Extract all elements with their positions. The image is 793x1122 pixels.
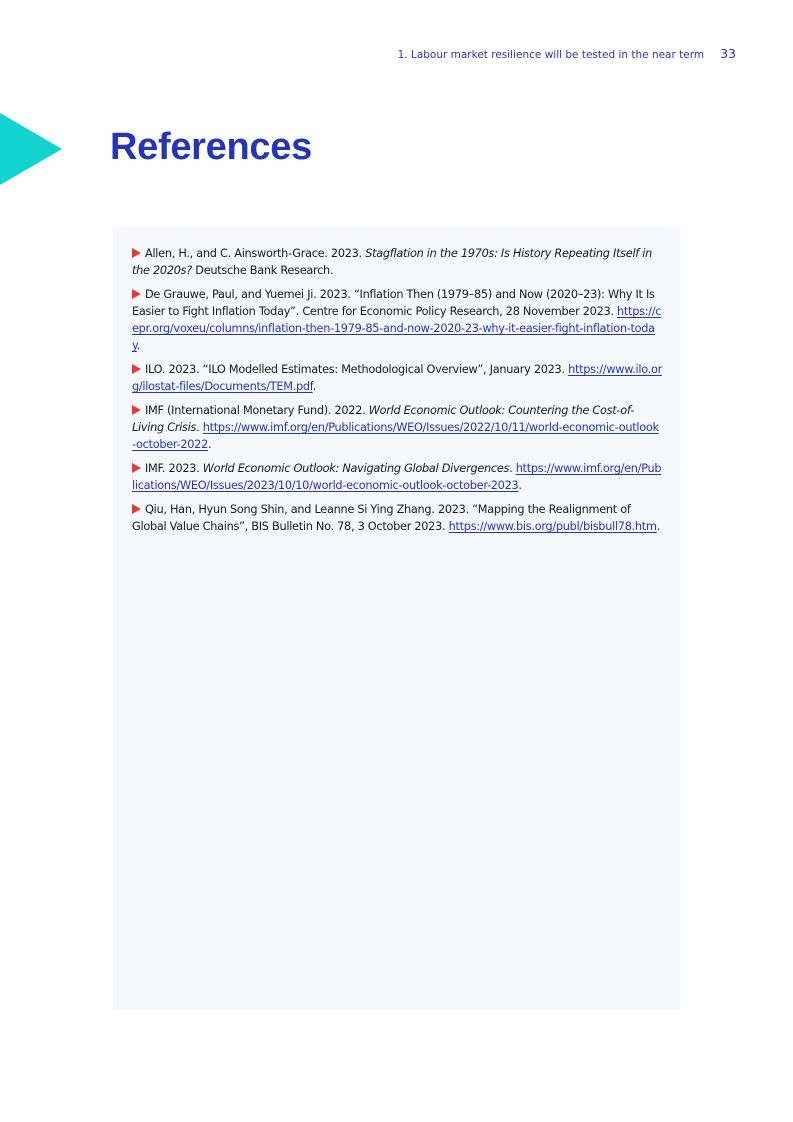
reference-link[interactable]: https://cepr.org/voxeu/columns/inflation-then-1979-85-and-now-2020-23-why-it-easier-fight-inflation-today [132,305,662,352]
reference-title: World Economic Outlook: Countering the Cost-of-Living Crisis [132,404,635,434]
triangle-bullet-icon [132,463,141,473]
triangle-bullet-icon [132,289,141,299]
reference-text: IMF (International Monetary Fund). 2022. [145,404,369,417]
triangle-bullet-icon [132,504,141,514]
page-title: References [110,126,312,168]
reference-title: World Economic Outlook: Navigating Global Divergences [202,462,510,475]
triangle-bullet-icon [132,248,141,258]
running-header [398,46,736,61]
reference-item-imf-2023 [132,460,662,494]
reference-text: Allen, H., and C. Ainsworth-Grace. 2023. [145,247,366,260]
reference-text: Qiu, Han, Hyun Song Shin, and Leanne Si Ying Zhang. 2023. “Mapping the Realignment of Global Value Chains”, BIS Bulletin No. 78, 3 October 2023. [132,503,631,533]
reference-end: . [207,438,212,451]
reference-link[interactable]: https://www.imf.org/en/Publications/WEO/Issues/2022/10/11/world-economic-outlook-october-2022 [132,421,659,451]
reference-item-qiu-2023 [132,501,662,535]
reference-item-ilo-2023 [132,361,662,395]
triangle-bullet-icon [132,364,141,374]
reference-text: De Grauwe, Paul, and Yuemei Ji. 2023. “Inflation Then (1979–85) and Now (2020–23): Why It Is Easier to Fight Inflation Today”. Centre for Economic Policy Research, 28 November 2023. [132,288,655,318]
reference-link[interactable]: https://www.ilo.org/ilostat-files/Documents/TEM.pdf [132,363,662,393]
reference-item-imf-2022 [132,402,662,453]
reference-text: Deutsche Bank Research. [191,264,334,277]
reference-end: . [656,520,660,533]
reference-item-allen-2023 [132,245,662,279]
reference-list [132,245,662,535]
reference-text: . [196,421,203,434]
reference-text: . [509,462,516,475]
triangle-bullet-icon [132,405,141,415]
references-panel [113,227,680,1009]
chapter-title: 1. Labour market resilience will be tested in the near term [397,49,705,61]
accent-triangle-icon [0,113,62,185]
reference-text: IMF. 2023. [145,462,203,475]
reference-item-degrauwe-2023 [132,286,662,354]
reference-end: . [518,479,522,492]
reference-link[interactable]: https://www.bis.org/publ/bisbull78.htm [448,520,657,533]
reference-end: . [312,380,316,393]
reference-text: ILO. 2023. “ILO Modelled Estimates: Methodological Overview”, January 2023. [145,363,569,376]
reference-end: . [136,339,141,352]
page-number: 33 [720,46,736,61]
reference-title: Stagflation in the 1970s: Is History Repeating Itself in the 2020s? [132,247,653,277]
reference-link[interactable]: https://www.imf.org/en/Publications/WEO/Issues/2023/10/10/world-economic-outlook-october-2023 [132,462,662,492]
